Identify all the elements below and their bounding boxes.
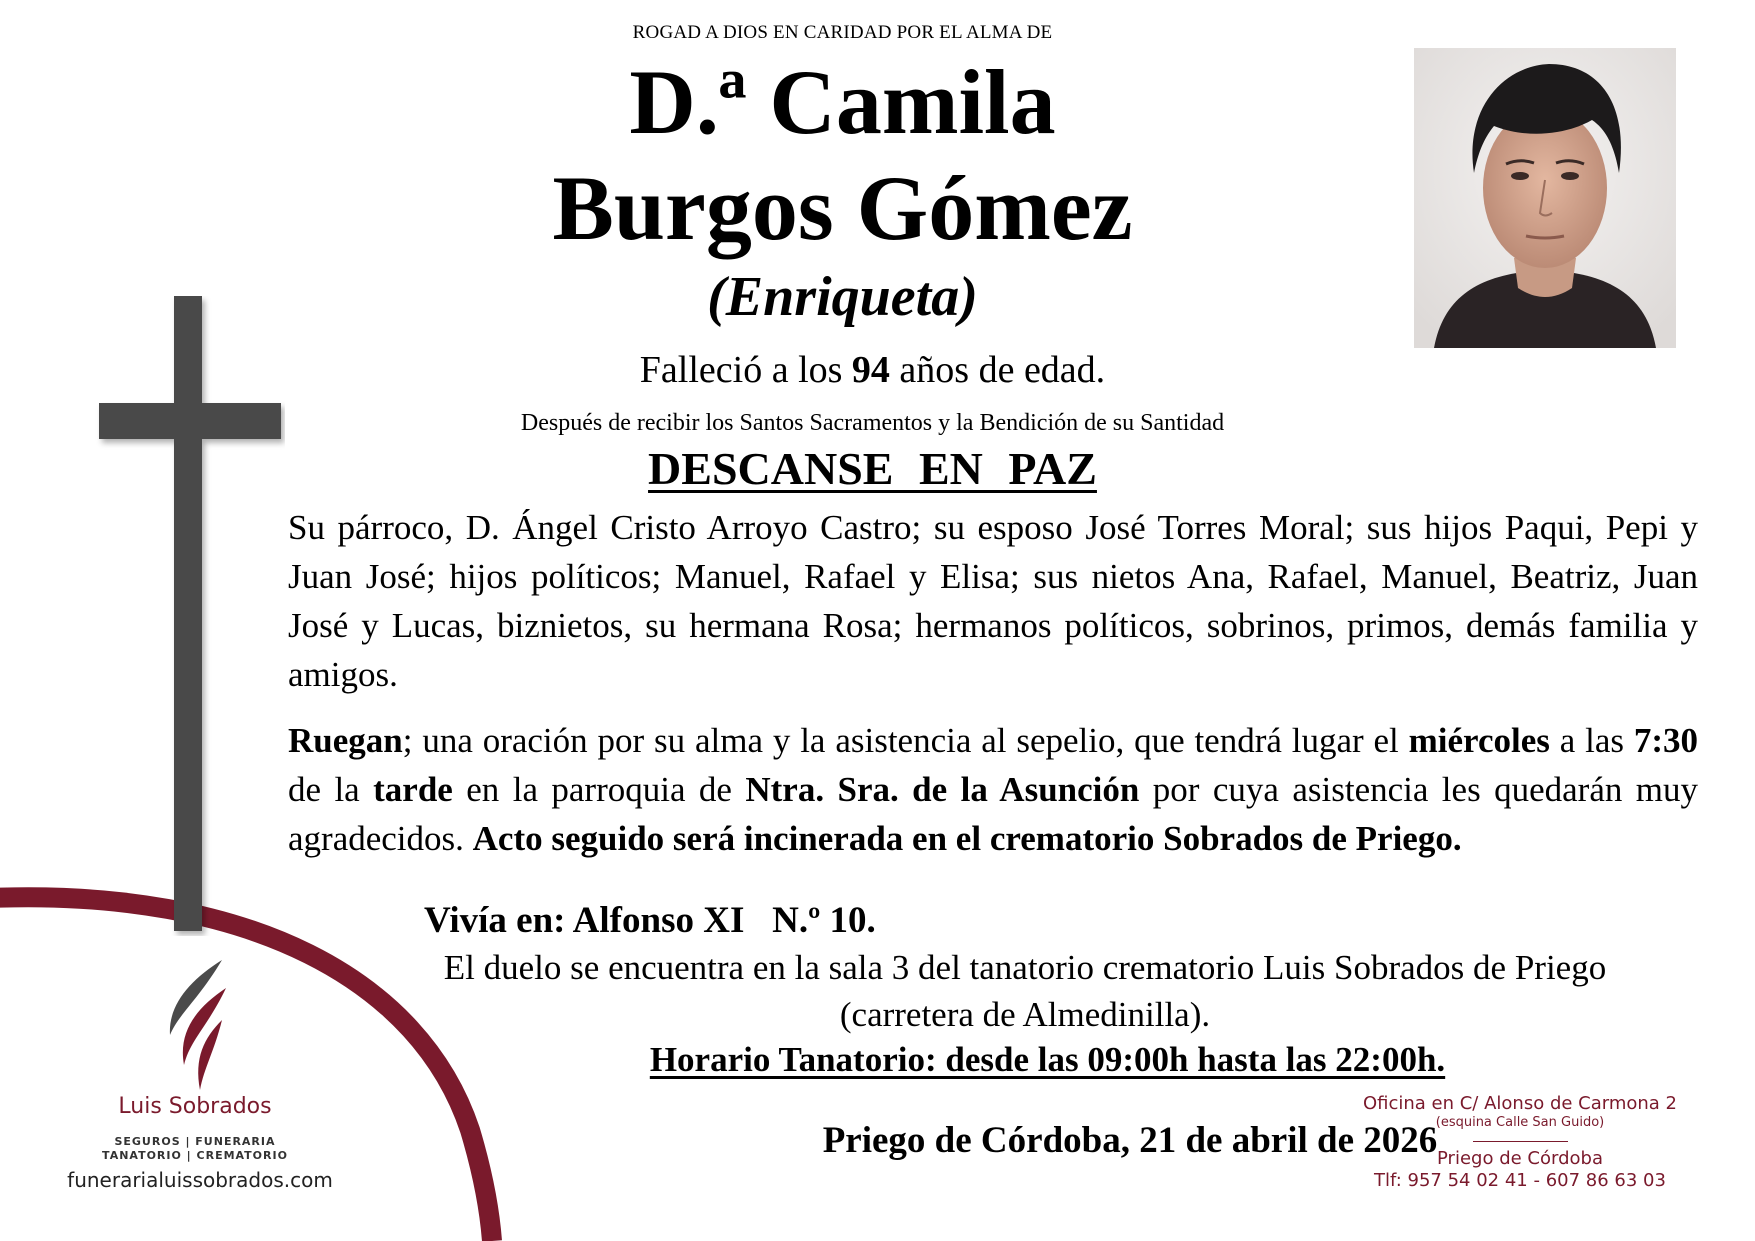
ruegan-text-5: por cuya asistencia les quedarán muy agradecidos. bbox=[288, 770, 1699, 858]
rip-heading bbox=[0, 440, 1745, 498]
age-prefix: Falleció a los bbox=[639, 349, 852, 391]
office-divider bbox=[1473, 1141, 1568, 1142]
address-line: Vivía en: Alfonso XI N.º 10. bbox=[424, 900, 876, 941]
rip-text: DESCANSE EN PAZ bbox=[648, 443, 1097, 494]
sacraments-line: Después de recibir los Santos Sacramentos y la Bendición de su Santidad bbox=[520, 410, 1225, 436]
date-line: Priego de Córdoba, 21 de abril de 2026 bbox=[822, 1120, 1438, 1161]
horario-line bbox=[380, 1037, 1715, 1083]
ruegan-day: miércoles bbox=[1408, 721, 1550, 760]
logo-subtitle-1: SEGUROS | FUNERARIA bbox=[114, 1135, 276, 1148]
ruegan-paragraph bbox=[288, 716, 1698, 863]
ruegan-period: tarde bbox=[373, 770, 453, 809]
family-paragraph: Su párroco, D. Ángel Cristo Arroyo Castro; su esposo José Torres Moral; sus hijos Paqui, Pepi y Juan José; hijos políticos; Manuel, Rafael y Elisa; sus nietos Ana, Rafael, Manuel, Beatriz, Juan José y Lucas, biznietos, su hermana Rosa; hermanos políticos, sobrinos, primos, demás familia y amigos. bbox=[288, 508, 1698, 694]
portrait-illustration bbox=[1414, 48, 1676, 348]
pre-title: ROGAD A DIOS EN CARIDAD POR EL ALMA DE bbox=[632, 22, 1053, 43]
logo-website: funerarialuissobrados.com bbox=[67, 1168, 333, 1192]
duelo-line2: (carretera de Almedinilla). bbox=[839, 995, 1211, 1034]
ruegan-text-1: ; una oración por su alma y la asistencia al sepelio, que tendrá lugar el bbox=[402, 721, 1409, 760]
cross-icon bbox=[95, 296, 285, 936]
ruegan-cremation: Acto seguido será incinerada en el crematorio Sobrados de Priego. bbox=[472, 819, 1462, 858]
portrait-photo bbox=[1414, 48, 1676, 348]
funeraria-logo-icon bbox=[160, 960, 240, 1090]
office-address: Oficina en C/ Alonso de Carmona 2 bbox=[1362, 1093, 1678, 1114]
age-suffix: años de edad. bbox=[889, 349, 1106, 391]
ruegan-church: Ntra. Sra. de la Asunción bbox=[745, 770, 1140, 809]
age-line bbox=[0, 348, 1745, 392]
horario-text: Horario Tanatorio: desde las 09:00h hasta las 22:00h. bbox=[649, 1040, 1446, 1079]
office-info bbox=[1330, 1093, 1710, 1192]
office-phone: Tlf: 957 54 02 41 - 607 86 63 03 bbox=[1374, 1170, 1666, 1191]
ruegan-text-2: a las bbox=[1549, 721, 1634, 760]
deceased-name-line2: Burgos Gómez bbox=[552, 157, 1133, 259]
ruegan-word: Ruegan bbox=[288, 721, 403, 760]
ruegan-text-3: de la bbox=[288, 770, 374, 809]
duelo-line1: El duelo se encuentra en la sala 3 del tanatorio crematorio Luis Sobrados de Priego bbox=[443, 948, 1607, 987]
logo-subtitle-2: TANATORIO | CREMATORIO bbox=[102, 1149, 288, 1162]
deceased-nickname: (Enriqueta) bbox=[707, 266, 978, 328]
deceased-name-line1: D.ª Camila bbox=[629, 51, 1056, 153]
age-years: 94 bbox=[851, 349, 890, 391]
office-city: Priego de Córdoba bbox=[1437, 1148, 1603, 1169]
ruegan-text-4: en la parroquia de bbox=[452, 770, 746, 809]
logo-name: Luis Sobrados bbox=[118, 1094, 272, 1119]
ruegan-time: 7:30 bbox=[1633, 721, 1698, 760]
office-address-note: (esquina Calle San Guido) bbox=[1435, 1115, 1605, 1130]
